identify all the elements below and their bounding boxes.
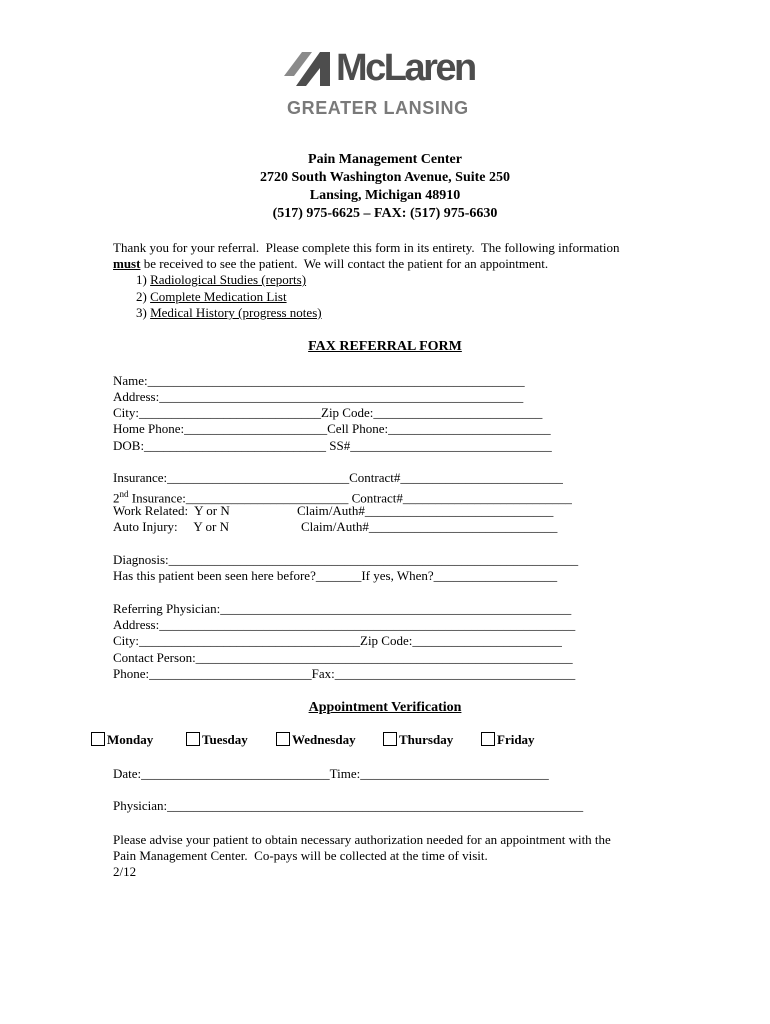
patient-dob-ss-field[interactable]: DOB:____________________________ SS#_______________________________ bbox=[113, 438, 552, 453]
checkbox-icon[interactable] bbox=[383, 732, 397, 746]
referring-address-field[interactable]: Address:________________________________________________________________ bbox=[113, 617, 576, 632]
patient-city-zip-field[interactable]: City:____________________________Zip Code:__________________________ bbox=[113, 405, 543, 420]
intro-line-2 bbox=[113, 256, 548, 272]
requirement-item bbox=[136, 305, 322, 321]
requirement-number: 3) bbox=[136, 305, 147, 320]
diagnosis-field[interactable]: Diagnosis:_______________________________________________________________ bbox=[113, 552, 579, 567]
work-related-option[interactable]: Work Related: Y or N bbox=[113, 503, 230, 518]
second-insurance-text: Insurance:_________________________ Contract#__________________________ bbox=[128, 490, 572, 506]
appointment-verification-title: Appointment Verification bbox=[308, 700, 462, 715]
patient-phones-field[interactable]: Home Phone:______________________Cell Phone:_________________________ bbox=[113, 421, 551, 436]
day-label: Wednesday bbox=[292, 732, 356, 747]
day-label: Friday bbox=[497, 732, 535, 747]
patient-address-field[interactable]: Address:________________________________________________________ bbox=[113, 389, 524, 404]
mclaren-mark-icon bbox=[282, 46, 334, 90]
day-label: Monday bbox=[107, 732, 154, 747]
auto-claim-field[interactable]: Claim/Auth#_____________________________ bbox=[301, 519, 558, 534]
intro-line-2-rest: be received to see the patient. We will contact the patient for an appointment. bbox=[140, 256, 549, 271]
patient-name-field[interactable]: Name:__________________________________________________________ bbox=[113, 373, 525, 388]
requirement-text: Radiological Studies (reports) bbox=[150, 272, 307, 287]
checkbox-icon[interactable] bbox=[186, 732, 200, 746]
day-checkbox-monday[interactable] bbox=[91, 732, 153, 748]
intro-line-1: Thank you for your referral. Please complete this form in its entirety. The following information bbox=[113, 240, 620, 255]
day-checkbox-thursday[interactable] bbox=[383, 732, 453, 748]
day-label: Tuesday bbox=[202, 732, 248, 747]
mclaren-logo bbox=[282, 44, 492, 120]
requirement-number: 2) bbox=[136, 289, 147, 304]
day-label: Thursday bbox=[399, 732, 454, 747]
requirement-text: Complete Medication List bbox=[150, 289, 287, 304]
org-phone-fax: (517) 975-6625 – FAX: (517) 975-6630 bbox=[272, 206, 498, 221]
requirement-number: 1) bbox=[136, 272, 147, 287]
logo-brand-text: McLaren bbox=[336, 47, 475, 89]
insurance-field[interactable]: Insurance:____________________________Contract#_________________________ bbox=[113, 470, 563, 485]
intro-must: must bbox=[113, 256, 141, 271]
referring-physician-field[interactable]: Referring Physician:______________________________________________________ bbox=[113, 601, 572, 616]
logo-location-text: GREATER LANSING bbox=[287, 98, 469, 118]
checkbox-icon[interactable] bbox=[276, 732, 290, 746]
appointment-physician-field[interactable]: Physician:________________________________________________________________ bbox=[113, 798, 584, 813]
footer-line-1: Please advise your patient to obtain necessary authorization needed for an appointment with the bbox=[113, 832, 611, 847]
footer-line-2: Pain Management Center. Co-pays will be collected at the time of visit. bbox=[113, 848, 488, 863]
appointment-date-time-field[interactable]: Date:_____________________________Time:_____________________________ bbox=[113, 766, 549, 781]
second-insurance-sup: nd bbox=[119, 489, 129, 499]
work-claim-field[interactable]: Claim/Auth#_____________________________ bbox=[297, 503, 554, 518]
seen-before-field[interactable]: Has this patient been seen here before?_______If yes, When?___________________ bbox=[113, 568, 558, 583]
org-name: Pain Management Center bbox=[308, 152, 462, 167]
second-insurance-num: 2 bbox=[113, 490, 120, 506]
auto-injury-option[interactable]: Auto Injury: Y or N bbox=[113, 519, 230, 534]
referring-city-zip-field[interactable]: City:__________________________________Zip Code:_______________________ bbox=[113, 633, 562, 648]
org-city: Lansing, Michigan 48910 bbox=[309, 188, 461, 203]
day-checkbox-tuesday[interactable] bbox=[186, 732, 248, 748]
org-street: 2720 South Washington Avenue, Suite 250 bbox=[260, 170, 510, 185]
checkbox-icon[interactable] bbox=[481, 732, 495, 746]
checkbox-icon[interactable] bbox=[91, 732, 105, 746]
referring-phone-fax-field[interactable]: Phone:_________________________Fax:_____________________________________ bbox=[113, 666, 576, 681]
revision-date: 2/12 bbox=[113, 864, 137, 879]
day-checkbox-wednesday[interactable] bbox=[276, 732, 356, 748]
requirement-item bbox=[136, 272, 306, 288]
requirement-item bbox=[136, 289, 287, 305]
form-title: FAX REFERRAL FORM bbox=[308, 339, 462, 354]
day-checkbox-friday[interactable] bbox=[481, 732, 535, 748]
requirement-text: Medical History (progress notes) bbox=[150, 305, 322, 320]
contact-person-field[interactable]: Contact Person:__________________________________________________________ bbox=[113, 650, 573, 665]
